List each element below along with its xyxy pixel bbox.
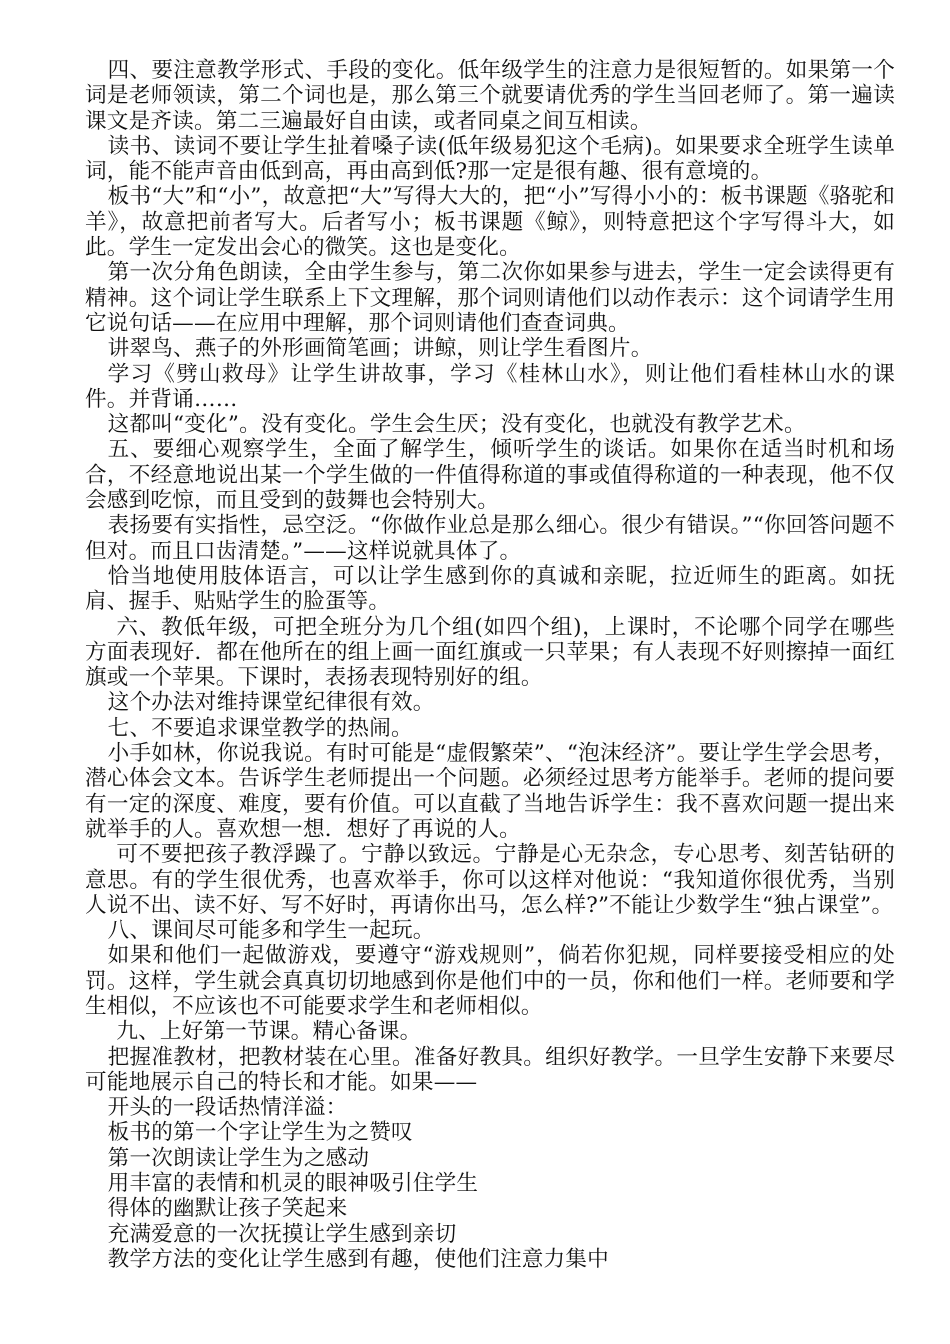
paragraph-point-four: 四、要注意教学形式、手段的变化。低年级学生的注意力是很短暂的。如果第一个词是老师领读，第二个词也是，那么第三个就要请优秀的学生当回老师了。第一遍读课文是齐读。第二三遍最好自由读，或者同桌之间互相读。 [85,58,895,134]
heading-point-seven: 七、不要追求课堂教学的热闹。 [107,715,413,741]
paragraph: 板书“大”和“小”，故意把“大”写得大大的，把“小”写得小小的：板书课题《骆驼和羊》，故意把前者写大。后者写小；板书课题《鲸》，则特意把这个字写得斗大，如此。学生一定发出会心的微笑。这也是变化。 [85,184,895,261]
paragraph: 把握准教材，把教材装在心里。准备好教具。组织好教学。一旦学生安静下来要尽可能地展示自己的特长和才能。如果—— [85,1044,895,1095]
list-item: 得体的幽默让孩子笑起来 [107,1196,348,1222]
paragraph: 表扬要有实指性，忌空泛。“你做作业总是那么细心。很少有错误。”“你回答问题不但对。而且口齿清楚。”——这样说就具体了。 [85,513,895,564]
paragraph: 如果和他们一起做游戏，要遵守“游戏规则”，倘若你犯规，同样要接受相应的处罚。这样，学生就会真真切切地感到你是他们中的一员，你和他们一样。老师要和学生相似，不应该也不可能要求学生和老师相似。 [85,943,895,1019]
paragraph: 可不要把孩子教浮躁了。宁静以致远。宁静是心无杂念，专心思考、刻苦钻研的意思。有的学生很优秀，也喜欢举手，你可以这样对他说：“我知道你很优秀，当别人说不出、读不好、写不好时，再请你出马，怎么样?”不能让少数学生“独占课堂”。 [85,842,895,918]
heading-point-eight: 八、课间尽可能多和学生一起玩。 [107,918,435,944]
paragraph: 第一次分角色朗读，全由学生参与，第二次你如果参与进去，学生一定会读得更有精神。这个词让学生联系上下文理解，那个词则请他们以动作表示：这个词请学生用它说句话——在应用中理解，那个词则请他们查查词典。 [85,260,895,336]
paragraph: 这个办法对维持课堂纪律很有效。 [107,690,435,716]
paragraph: 这都叫“变化”。没有变化。学生会生厌；没有变化，也就没有教学艺术。 [107,412,806,438]
list-item: 板书的第一个字让学生为之赞叹 [107,1120,413,1146]
list-intro: 开头的一段话热情洋溢： [107,1095,348,1121]
paragraph-point-five: 五、要细心观察学生，全面了解学生，倾听学生的谈话。如果你在适当时机和场合，不经意地说出某一个学生做的一件值得称道的事或值得称道的一种表现，他不仅会感到吃惊，而且受到的鼓舞也会特别大。 [85,437,895,514]
list-item: 第一次朗读让学生为之感动 [107,1145,370,1171]
paragraph: 恰当地使用肢体语言，可以让学生感到你的真诚和亲昵，拉近师生的距离。如抚肩、握手、贴贴学生的脸蛋等。 [85,563,895,615]
heading-point-nine: 九、上好第一节课。精心备课。 [116,1019,422,1045]
document-body [85,58,895,1272]
paragraph-point-six: 六、教低年级，可把全班分为几个组(如四个组)，上课时，不论哪个同学在哪些方面表现好．都在他所在的组上画一面红旗或一只苹果；有人表现不好则擦掉一面红旗或一个苹果。下课时，表扬表现特别好的组。 [85,614,895,691]
paragraph: 学习《劈山救母》让学生讲故事，学习《桂林山水》，则让他们看桂林山水的课件。并背诵…… [85,361,895,412]
list-item: 教学方法的变化让学生感到有趣，使他们注意力集中 [107,1246,609,1272]
list-item: 用丰富的表情和机灵的眼神吸引住学生 [107,1171,479,1197]
paragraph: 讲翠鸟、燕子的外形画简笔画；讲鲸，则让学生看图片。 [107,336,653,362]
paragraph: 小手如林，你说我说。有时可能是“虚假繁荣”、“泡沫经济”。要让学生学会思考，潜心体会文本。告诉学生老师提出一个问题。必须经过思考方能举手。老师的提问要有一定的深度、难度，要有价值。可以直截了当地告诉学生：我不喜欢问题一提出来就举手的人。喜欢想一想．想好了再说的人。 [85,741,895,842]
list-item: 充满爱意的一次抚摸让学生感到亲切 [107,1221,457,1247]
paragraph: 读书、读词不要让学生扯着嗓子读(低年级易犯这个毛病)。如果要求全班学生读单词，能不能声音由低到高，再由高到低?那一定是很有趣、很有意境的。 [85,133,895,185]
